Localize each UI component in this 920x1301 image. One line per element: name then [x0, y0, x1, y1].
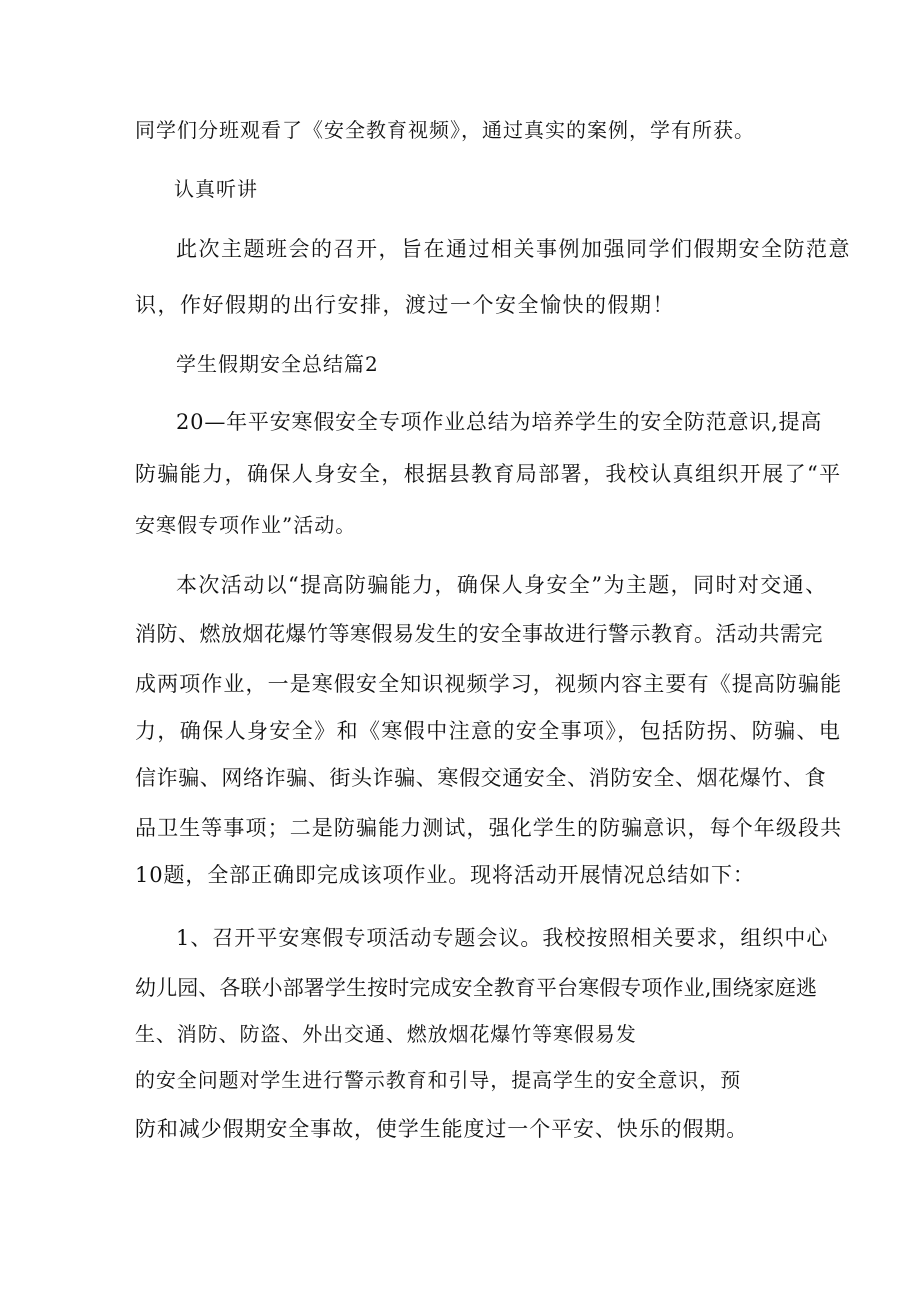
text-line: 成两项作业，一是寒假安全知识视频学习，视频内容主要有《提高防骗能	[135, 672, 843, 696]
text-line: 10题，全部正确即完成该项作业。现将活动开展情况总结如下：	[135, 863, 755, 887]
section-title: 学生假期安全总结篇2	[176, 352, 379, 376]
text-line: 20—年平安寒假安全专项作业总结为培养学生的安全防范意识,提高	[176, 410, 823, 434]
text-line: 生、消防、防盗、外出交通、燃放烟花爆竹等寒假易发	[135, 1022, 637, 1046]
text-line: 信诈骗、网络诈骗、街头诈骗、寒假交通安全、消防安全、烟花爆竹、食	[135, 766, 827, 790]
text-line: 此次主题班会的召开，旨在通过相关事例加强同学们假期安全防范意	[176, 237, 851, 261]
text-line: 消防、燃放烟花爆竹等寒假易发生的安全事故进行警示教育。活动共需完	[135, 622, 823, 646]
text-line: 的安全问题对学生进行警示教育和引导，提高学生的安全意识，预	[135, 1068, 742, 1092]
text-line: 幼儿园、各联小部署学生按时完成安全教育平台寒假专项作业,围绕家庭逃	[135, 976, 817, 1000]
text-line: 同学们分班观看了《安全教育视频》，通过真实的案例，学有所获。	[135, 118, 755, 142]
section-heading: 认真听讲	[174, 177, 258, 201]
text-line: 防骗能力，确保人身安全，根据县教育局部署，我校认真组织开展了“平	[135, 462, 842, 486]
text-line: 防和减少假期安全事故，使学生能度过一个平安、快乐的假期。	[135, 1117, 749, 1141]
text-line: 安寒假专项作业”活动。	[135, 513, 357, 537]
text-line: 品卫生等事项；二是防骗能力测试，强化学生的防骗意识，每个年级段共	[135, 816, 843, 840]
text-line: 本次活动以“提高防骗能力，确保人身安全”为主题，同时对交通、	[176, 573, 828, 597]
text-line: 力，确保人身安全》和《寒假中注意的安全事项》，包括防拐、防骗、电	[135, 719, 842, 743]
text-line: 1、召开平安寒假专项活动专题会议。我校按照相关要求，组织中心	[176, 926, 829, 950]
text-line: 识，作好假期的出行安排，渡过一个安全愉快的假期！	[135, 293, 675, 317]
